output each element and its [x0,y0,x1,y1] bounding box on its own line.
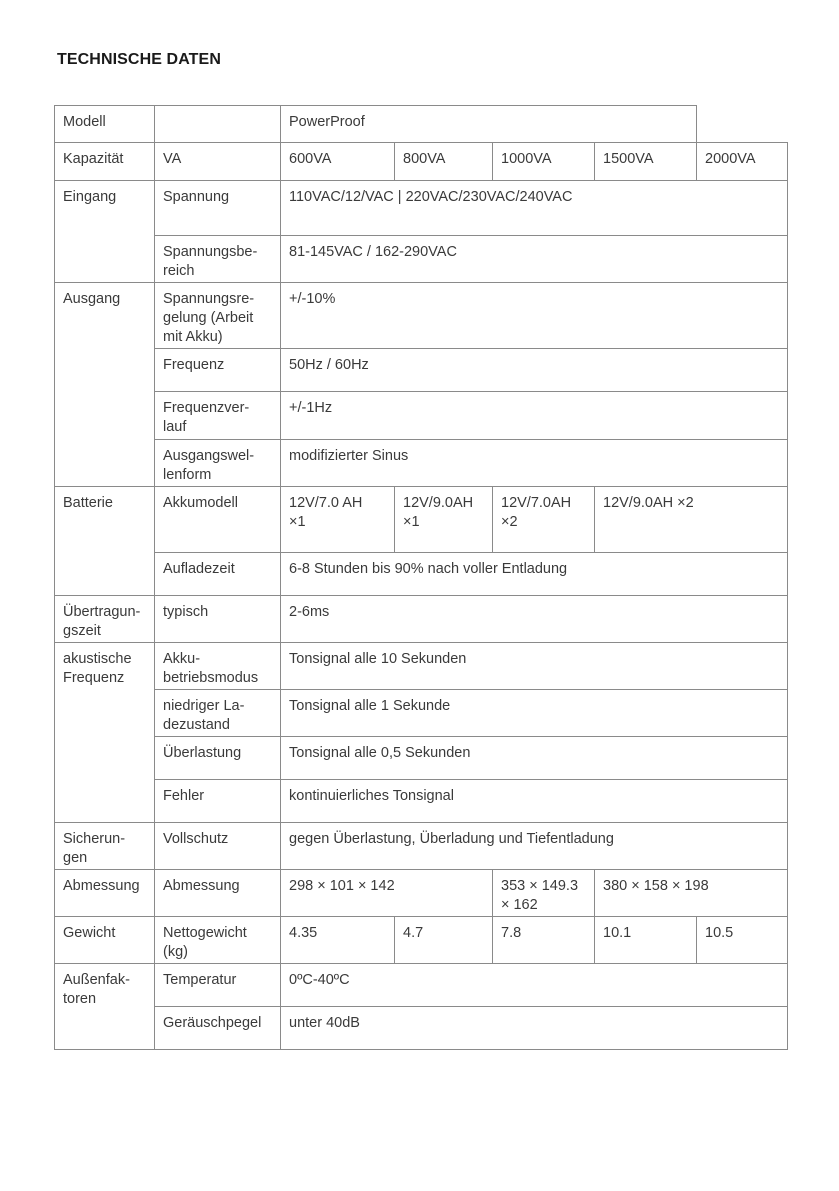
row-akkumodell [55,487,788,553]
cell-abmessung-3: 380 × 158 × 198 [595,870,788,917]
cell-abmessung-2: 353 × 149.3 × 162 [493,870,595,917]
cell-sicherungen-typ: Vollschutz [155,823,281,870]
row-geraeusch [55,1007,788,1050]
cell-akustisch-label: akustische Frequenz [55,643,155,823]
cell-eingang-label: Eingang [55,181,155,283]
row-frequenzverlauf [55,392,788,440]
row-spannung [55,181,788,236]
cell-spannung-value: 110VAC/12/VAC | 220VAC/230VAC/240VAC [281,181,788,236]
cell-niedrig-label: niedriger La- dezustand [155,690,281,737]
cell-kapazitaet-label: Kapazität [55,143,155,181]
cell-aussen-label: Außenfak- toren [55,964,155,1050]
cell-gewicht-2: 4.7 [395,917,493,964]
cell-aufladezeit-label: Aufladezeit [155,553,281,596]
cell-spannung-label: Spannung [155,181,281,236]
cell-kapazitaet-1500: 1500VA [595,143,697,181]
cell-empty [155,106,281,143]
cell-gewicht-label: Gewicht [55,917,155,964]
cell-abmessung-1: 298 × 101 × 142 [281,870,493,917]
cell-frequenzverlauf-value: +/-1Hz [281,392,788,440]
row-abmessung [55,870,788,917]
cell-frequenzverlauf-label: Frequenzver- lauf [155,392,281,440]
cell-kapazitaet-600: 600VA [281,143,395,181]
cell-gewicht-5: 10.5 [697,917,788,964]
cell-fehler-value: kontinuierliches Tonsignal [281,780,788,823]
cell-batterie-label: Batterie [55,487,155,596]
cell-ueberlastung-value: Tonsignal alle 0,5 Sekunden [281,737,788,780]
row-niedrig [55,690,788,737]
cell-temperatur-label: Temperatur [155,964,281,1007]
row-ueberlastung [55,737,788,780]
cell-niedrig-value: Tonsignal alle 1 Sekunde [281,690,788,737]
cell-wellenform-value: modifizierter Sinus [281,440,788,487]
cell-spannungsbereich-label: Spannungsbe- reich [155,236,281,283]
cell-akkubetrieb-label: Akku- betriebsmodus [155,643,281,690]
row-wellenform [55,440,788,487]
cell-uebertragung-typ: typisch [155,596,281,643]
cell-kapazitaet-800: 800VA [395,143,493,181]
cell-kapazitaet-unit: VA [155,143,281,181]
cell-abmessung-typ: Abmessung [155,870,281,917]
row-uebertragung [55,596,788,643]
row-spannungsbereich [55,236,788,283]
cell-gewicht-3: 7.8 [493,917,595,964]
cell-temperatur-value: 0ºC-40ºC [281,964,788,1007]
row-frequenz [55,349,788,392]
row-sicherungen [55,823,788,870]
cell-kapazitaet-2000: 2000VA [697,143,788,181]
cell-fehler-label: Fehler [155,780,281,823]
cell-geraeusch-label: Geräuschpegel [155,1007,281,1050]
cell-sicherungen-label: Sicherun- gen [55,823,155,870]
cell-abmessung-label: Abmessung [55,870,155,917]
cell-akkumodell-label: Akkumodell [155,487,281,553]
cell-wellenform-label: Ausgangswel- lenform [155,440,281,487]
cell-uebertragung-value: 2-6ms [281,596,788,643]
row-aufladezeit [55,553,788,596]
row-modell [55,106,788,143]
cell-akkumodell-1: 12V/7.0 AH ×1 [281,487,395,553]
spec-table [54,105,788,1050]
row-spannungsregelung [55,283,788,349]
cell-sicherungen-value: gegen Überlastung, Überladung und Tiefentladung [281,823,788,870]
cell-kapazitaet-1000: 1000VA [493,143,595,181]
cell-ausgang-label: Ausgang [55,283,155,487]
cell-geraeusch-value: unter 40dB [281,1007,788,1050]
cell-aufladezeit-value: 6-8 Stunden bis 90% nach voller Entladung [281,553,788,596]
cell-ueberlastung-label: Überlastung [155,737,281,780]
cell-akkumodell-2: 12V/9.0AH ×1 [395,487,493,553]
row-kapazitaet [55,143,788,181]
cell-spannungsregelung-label: Spannungsre- gelung (Arbeit mit Akku) [155,283,281,349]
row-gewicht [55,917,788,964]
page-title: TECHNISCHE DATEN [57,51,221,68]
cell-spannungsbereich-value: 81-145VAC / 162-290VAC [281,236,788,283]
cell-uebertragung-label: Übertragun- gszeit [55,596,155,643]
cell-gewicht-4: 10.1 [595,917,697,964]
cell-modell-label: Modell [55,106,155,143]
cell-frequenz-value: 50Hz / 60Hz [281,349,788,392]
cell-spannungsregelung-value: +/-10% [281,283,788,349]
cell-frequenz-label: Frequenz [155,349,281,392]
cell-akkumodell-3: 12V/7.0AH ×2 [493,487,595,553]
cell-modell-value: PowerProof [281,106,697,143]
cell-gewicht-1: 4.35 [281,917,395,964]
row-akkubetrieb [55,643,788,690]
cell-akkubetrieb-value: Tonsignal alle 10 Sekunden [281,643,788,690]
row-fehler [55,780,788,823]
cell-akkumodell-4: 12V/9.0AH ×2 [595,487,788,553]
cell-gewicht-typ: Nettogewicht (kg) [155,917,281,964]
row-temperatur [55,964,788,1007]
